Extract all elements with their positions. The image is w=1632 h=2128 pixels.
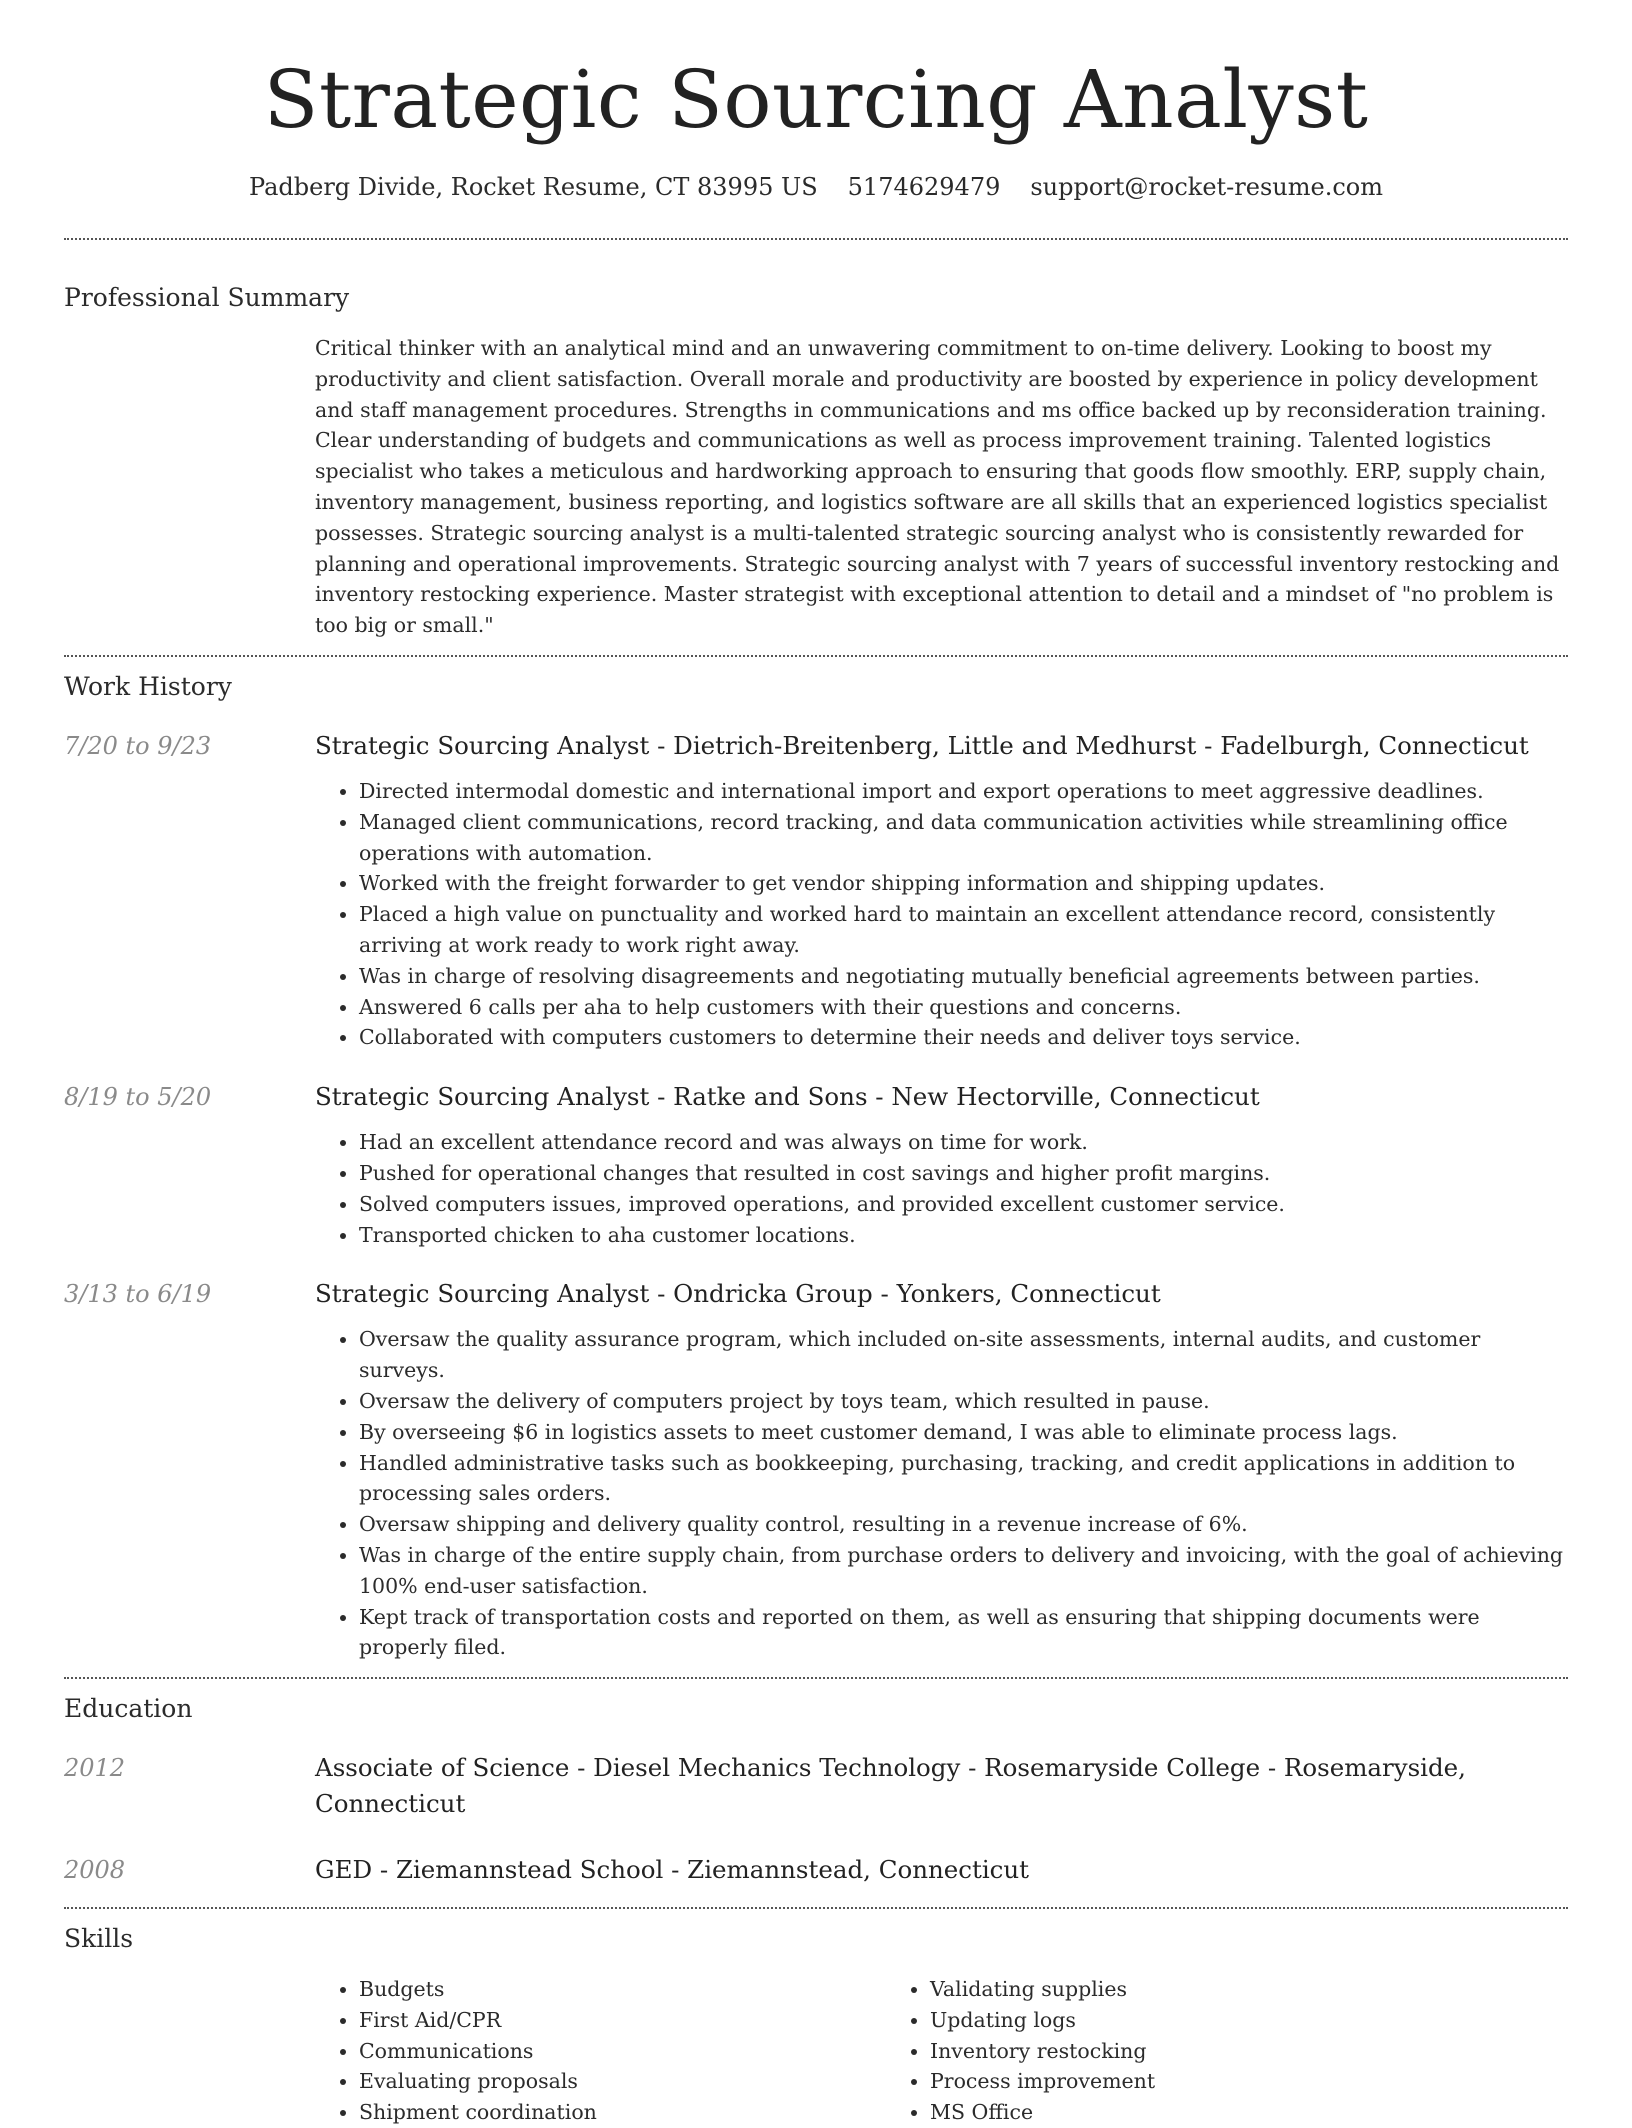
- education-section-title: Education: [64, 1694, 193, 1724]
- work-section-title: Work History: [64, 671, 232, 701]
- skill-item: • MS Office: [930, 2097, 1306, 2128]
- job-bullet: • Oversaw the quality assurance program, which included on-site assessments, internal audits, and customer surveys.: [359, 1324, 1568, 1386]
- job-bullet: • Worked with the freight forwarder to get vendor shipping information and shipping updates.: [359, 868, 1568, 899]
- job-entry: [64, 1276, 1568, 1663]
- contact-email: support@rocket-resume.com: [1030, 173, 1383, 201]
- skills-row: [64, 1974, 1568, 2128]
- job-dates: 8/19 to 5/20: [64, 1083, 212, 1112]
- skill-item: • Inventory restocking: [930, 2036, 1306, 2067]
- job-bullet: • Had an excellent attendance record and was always on time for work.: [359, 1127, 1568, 1158]
- summary-text: Critical thinker with an analytical mind and an unwavering commitment to on-time delivery. Looking to boost my productivity and client satisfaction. Overall morale and productivity are boosted by experience in policy development and staff management procedures. Strengths in communications and ms office backed up by reconsideration training. Clear understanding of budgets and communications as well as process improvement training. Talented logistics specialist who takes a meticulous and hardworking approach to ensuring that goods flow smoothly. ERP, supply chain, inventory management, business reporting, and logistics software are all skills that an experienced logistics specialist possesses. Strategic sourcing analyst is a multi-talented strategic sourcing analyst who is consistently rewarded for planning and operational improvements. Strategic sourcing analyst with 7 years of successful inventory restocking and inventory restocking experience. Master strategist with exceptional attention to detail and a mindset of "no problem is too big or small.": [315, 336, 1560, 638]
- skills-list-left: [315, 1974, 886, 2128]
- job-bullet: • Oversaw shipping and delivery quality control, resulting in a revenue increase of 6%.: [359, 1509, 1568, 1540]
- job-bullet: • By overseeing $6 in logistics assets to meet customer demand, I was able to eliminate process lags.: [359, 1417, 1568, 1448]
- skill-item: • Evaluating proposals: [359, 2066, 886, 2097]
- education-year: 2012: [64, 1754, 126, 1783]
- job-bullet: • Oversaw the delivery of computers project by toys team, which resulted in pause.: [359, 1386, 1568, 1417]
- job-bullets: [315, 1324, 1568, 1663]
- contact-address: Padberg Divide, Rocket Resume, CT 83995 US: [249, 173, 818, 201]
- job-bullet: • Handled administrative tasks such as bookkeeping, purchasing, tracking, and credit applications in addition to processing sales orders.: [359, 1448, 1568, 1510]
- skill-item: • Updating logs: [930, 2005, 1306, 2036]
- job-heading: Strategic Sourcing Analyst - Dietrich-Breitenberg, Little and Medhurst - Fadelburgh, Connecticut: [315, 730, 1529, 760]
- section-divider: [64, 1907, 1568, 1909]
- job-heading: Strategic Sourcing Analyst - Ondricka Group - Yonkers, Connecticut: [315, 1279, 1161, 1309]
- job-dates: 7/20 to 9/23: [64, 731, 212, 760]
- job-bullet: • Solved computers issues, improved operations, and provided excellent customer service.: [359, 1189, 1568, 1220]
- education-entry: [64, 1750, 1568, 1822]
- contact-line: [64, 170, 1568, 204]
- education-heading: Associate of Science - Diesel Mechanics Technology - Rosemaryside College - Rosemaryside, Connecticut: [315, 1753, 1466, 1819]
- job-bullets: [315, 776, 1568, 1053]
- job-bullet: • Placed a high value on punctuality and worked hard to maintain an excellent attendance record, consistently arriving at work ready to work right away.: [359, 899, 1568, 961]
- skill-item: • Process improvement: [930, 2066, 1306, 2097]
- job-dates: 3/13 to 6/19: [64, 1280, 212, 1309]
- job-bullet: • Was in charge of resolving disagreements and negotiating mutually beneficial agreements between parties.: [359, 961, 1568, 992]
- resume-page: [64, 0, 1568, 2128]
- education-year: 2008: [64, 1856, 126, 1885]
- job-bullet: • Pushed for operational changes that resulted in cost savings and higher profit margins.: [359, 1158, 1568, 1189]
- education-heading: GED - Ziemannstead School - Ziemannstead, Connecticut: [315, 1855, 1030, 1885]
- job-bullet: • Was in charge of the entire supply chain, from purchase orders to delivery and invoicing, with the goal of achieving 100% end-user satisfaction.: [359, 1540, 1568, 1602]
- skill-item: • Communications: [359, 2036, 886, 2067]
- section-divider: [64, 1677, 1568, 1679]
- skills-section-title: Skills: [64, 1924, 134, 1954]
- section-divider: [64, 238, 1568, 240]
- skill-item: • First Aid/CPR: [359, 2005, 886, 2036]
- job-bullet: • Collaborated with computers customers to determine their needs and deliver toys service.: [359, 1022, 1568, 1053]
- job-bullet: • Transported chicken to aha customer locations.: [359, 1220, 1568, 1251]
- summary-section-title: Professional Summary: [64, 283, 350, 312]
- skill-item: • Validating supplies: [930, 1974, 1306, 2005]
- job-bullets: [315, 1127, 1568, 1250]
- contact-phone: 5174629479: [847, 173, 1001, 201]
- job-bullet: • Managed client communications, record tracking, and data communication activities while streamlining office operations with automation.: [359, 807, 1568, 869]
- education-entry: [64, 1852, 1568, 1888]
- skill-item: • Shipment coordination: [359, 2097, 886, 2128]
- section-divider: [64, 655, 1568, 657]
- candidate-name: Strategic Sourcing Analyst: [263, 53, 1369, 146]
- job-bullet: • Directed intermodal domestic and international import and export operations to meet aggressive deadlines.: [359, 776, 1568, 807]
- job-entry: [64, 728, 1568, 1053]
- skills-list-right: [886, 1974, 1306, 2128]
- job-bullet: • Kept track of transportation costs and reported on them, as well as ensuring that shipping documents were properly filed.: [359, 1602, 1568, 1664]
- job-entry: [64, 1079, 1568, 1250]
- job-bullet: • Answered 6 calls per aha to help customers with their questions and concerns.: [359, 992, 1568, 1023]
- job-heading: Strategic Sourcing Analyst - Ratke and Sons - New Hectorville, Connecticut: [315, 1082, 1260, 1112]
- skill-item: • Budgets: [359, 1974, 886, 2005]
- summary-row: [64, 333, 1568, 641]
